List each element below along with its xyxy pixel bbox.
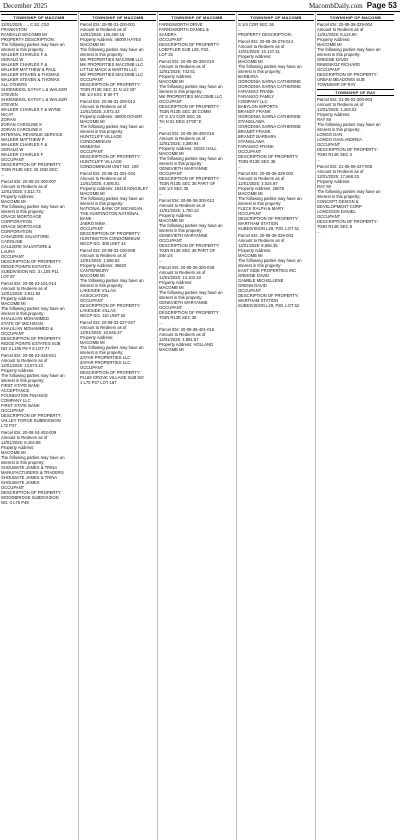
column-2 xyxy=(79,12,158,840)
page-number: Page 53 xyxy=(366,1,397,10)
notice-block: 12/01/2025 ..... C 52: C53 FRANKSTON RANDALD MACOMB MI PROPERTY DESCRIPTION: The following parties may have an interest in this property: WALKER CHARLES F & GERALD W WALKER CHARLES F & WALKER MATTHEW & PAUL WALKER STEVEN & THOMAS WALKER STEVEN & THOMAS ALL OTHERS SHOENEKKL KATHY L & WALKER STEVEN SHOENEKKL KATHY L & WALKER STEVEN WALKER CHARLES F & WYNE NICAT ZORAN ZORAN CAROLINE K ZORAN CAROLINE K INTERNAL REVENUE SERVICE WALKER MATTHEW P WALKER CHARLES F & GERALD W WALKER CHARLES F OCCUPANT DESCRIPTION OF PROPERTY: T03N R13E SEC 25 2ND SEC ... xyxy=(1,22,68,177)
masthead xyxy=(0,0,400,12)
columns xyxy=(0,12,400,840)
notice-block: Parcel IDs: 20-08-31-200-001 Amount to Redeem as of 12/01/2025: 125,490.16 Property Address: 46000 HAYES MACOMB MI The following parties may have an interest in this property: MK PROPERTIES MACOMB LLC MK PROPERTIES MACOMB LLC LITTLE MACK & MARTIN LLC MK PROPERTIES MACOMB LLC OCCUPANT DESCRIPTION OF PROPERTY: T03N R13E SEC 31 N 1/2 OF NE 1/4 EXC E 60 FT xyxy=(80,22,144,97)
notice-block: Parcel IDs: 21-05-02-300-003 Amount to Redeem as of 12/01/2025: 1,403.02 Property Address: RAY MI The following parties may have an interest in this property: LONGO DAN LONGO GIAN ANDREA OCCUPANT DESCRIPTION OF PROPERTY: T04N R14E SEC 2 ... xyxy=(317,97,381,162)
notice-block: Parcel IDs: 20-08-36-300-012 Amount to Redeem as of 12/01/2025: 1,760.10 Property Address: MACOMB MI The following parties may have an interest in this property: GENEVIETH MARYANNE OCCUPANT DESCRIPTION OF PROPERTY: T03N R13E SEC 36 PART OF SW 1/4 ... xyxy=(159,198,223,263)
notice-block: Parcel IDs: 20-08-32-100-008 Amount to Redeem as of 12/01/2025: 1,066.52 Property Address: 46620 CANTERBURY MACOMB MI The following parties may have an interest in this property: LAKESIDE VILLAS ASSOCIATION OCCUPANT DESCRIPTION OF PROPERTY: LAKESIDE VILLAS MCCP NO. 110 UNIT 52 xyxy=(80,248,144,318)
notice-block: Parcel IDs: 20-08-23-426-021 Amount to Redeem as of 12/01/2025: 13,573.23 Property Address: The following parties may have an interest in this property: FIRST STATE BANK ACCEPTANCE FOUNDATION FINANCE COMPANY LLC FIRST STATE BANK OCCUPANT DESCRIPTION OF PROPERTY: VALLEY FORGE SUBDIVISION L72 P27 xyxy=(1,353,65,428)
notice-block: Parcel IDs: 20-08-35-300-010 Amount to Redeem as of 12/01/2025: 742.61 Property Address: MACOMB MI The following parties may have an interest in this property: MK PROPERTIES MACOMB LLC OCCUPANT DESCRIPTION OF PROPERTY: T03N R13E SEC 35 COMM AT S 1/4 COR SEC 35 TH N 01 DEG 47'00" E ... xyxy=(159,59,223,129)
notice-block: Parcel IDs: 20-08-36-328-002 Amount to Redeem as of 12/01/2025: 4,024.97 Property Address: 25078 MACOMB MI The following parties may have an interest in this property: FLECK RALPH & MARY OCCUPANT DESCRIPTION OF PROPERTY: WARTHAM STATION SUBDIVISION L29, P30, LOT 51 xyxy=(238,171,302,231)
notice-block: Parcel IDs: 20-08-36-329-003 Amount to Redeem as of 12/01/2025: 8,556.35 Property Address: MACOMB MI The following parties may have an interest in this property: EAST SIDE PROPERTIES INC GREENE DAVID GAMBLE MICHELLENE GRENN DAVID OCCUPANT DESCRIPTION OF PROPERTY: WARTHAM STATION SUBDIVISION L29, P30, LOT 52 xyxy=(238,233,302,308)
notice-block: Parcel IDs: 20-08-36-300-038 Amount to Redeem as of 12/01/2025: 13,102.33 Property Address: MACOMB MI The following parties may have an interest in this property: GENEVIETH MARYANNE OCCUPANT DESCRIPTION OF PROPERTY: T03N R13E SEC 36 ... xyxy=(159,265,223,325)
masthead-right xyxy=(309,1,397,10)
issue-date: December 2025 xyxy=(3,1,48,10)
column-5 xyxy=(316,12,395,840)
column-header: TOWNSHIP OF MACOMB xyxy=(238,14,314,21)
column-4 xyxy=(237,12,316,840)
notice-block: Parcel IDs: 20-08-32-227-027 Amount to Redeem as of 12/01/2025: 10,645.47 Property Address: MACOMB MI The following parties may have an interest in this property: ZAFAR PROPERTIES LLC ZAFAR PROPERTIES LLC OCCUPANT DESCRIPTION OF PROPERTY: PLUM GROVE VILLAGE SUB NO 1 L70 P37 LOT 167 xyxy=(80,320,144,385)
column-header: TOWNSHIP OF MACOMB xyxy=(1,14,77,21)
notice-block: Parcel IDs: 21-05-06-427-009 Amount to Redeem as of 12/01/2025: 17,668.33 Property Address: RAY MI The following parties may have an interest in this property: CONCEPT DESIGN & DEVELOPMENT CORP LONGOGIN DANIEL OCCUPANT DESCRIPTION OF PROPERTY: T04N R14E SEC 6 ... xyxy=(317,164,381,234)
notice-block: S 1/4 COR SEC 36 ... PROPERTY DESCRIPTION: xyxy=(238,22,292,37)
notice-block: Parcel IDs: 20-08-36-276-014 Amount to Redeem as of 12/01/2025: 10,137.31 Property Address: MACOMB MI The following parties may have an interest in this property: BARBARA OGRODNIA SARNA CATHERINE OGRODNIA SARNA CATHERINE FARANGO FRANK FARANGO FAMILY COMPANY LLC BABYLON IMPORTS BRANDT FRANK OGRODNIA SARNA CATHERINE STANISLAWA OGRODNIA SARNA CATHERINE BRANDT FRANK BRANDT BARBARA STANISLAWA FARANGO FRANK OCCUPANT DESCRIPTION OF PROPERTY: T03N R13E SEC 36 ... xyxy=(238,39,302,169)
notice-block: FARNSWORTH DRIVE FARNSWORTH DANIEL & SANDRA OCCUPANT DESCRIPTION OF PROPERTY: LOEFFLER SUB L28, P32, LOT 25 xyxy=(159,22,220,57)
column-header: TOWNSHIP OF MACOMB xyxy=(80,14,156,21)
section-header: TOWNSHIP OF RAY xyxy=(317,89,394,96)
notice-block: Parcel IDs: 20-08-35-400-016 Amount to Redeem as of 12/01/2025: 3,380.94 Property Address: 22021 HALL MACOMB MI The following parties may have an interest in this property: GENEVIETH MARYANNE OCCUPANT DESCRIPTION OF PROPERTY: T03N R13E SEC 35 PART OF SW 1/4 SEC 35 ... xyxy=(159,131,223,196)
column-header: TOWNSHIP OF MACOMB xyxy=(159,14,235,21)
column-1 xyxy=(0,12,79,840)
site-name[interactable]: MacombDaily.com xyxy=(308,1,363,10)
notice-block: Parcel IDs: 20-08-36-329-004 Amount to Redeem as of 12/01/2025: 8,124.90 Property Address: MACOMB MI The following parties may have an interest in this property: GREENE DAVID RINIENKOZ RICHARD OCCUPANT DESCRIPTION OF PROPERTY: URBAN MEADOWS SUB TOWNSHIP OF RAY xyxy=(317,22,381,87)
notice-block: Parcel IDs: 20-08-31-301-044 Amount to Redeem as of 12/01/2025: 4,506.01 Property Address: 16418 KINGSLEY MACOMB MI The following parties may have an interest in this property: NATIONAL BANK OF MICHIGAN THE HUNTINGTON NATIONAL BANK JABRO MINA OCCUPANT DESCRIPTION OF PROPERTY: HUNTINGTON CONDOMINIUM MCCP NO. 306 UNIT 44 xyxy=(80,171,149,246)
notice-block: Parcel IDs: 20-08-23-101-014 Amount to Redeem as of 12/01/2025: 3,811.92 Property Address: MACOMB MI The following parties may have an interest in this property: KHALILIAN MOHAMMED STATE OF MICHIGAN KHALILIAN MOHAMMED & OCCUPANT DESCRIPTION OF PROPERTY: RIDGE POINTE ESTATES SUB NO 3 L105 P8 # 8 LOT 77 xyxy=(1,281,65,351)
column-3 xyxy=(158,12,237,840)
notice-block: Parcel IDs: 20-08-24-402-009 Amount to Redeem as of 12/01/2025: 8,404.98 Property Address: MACOMB MI The following parties may have an interest in this property: SHOUMATE JAMES & TRINA MANUFACTURERS & TRADERS SHOUMATE JAMES & TRINA SHOUMATE JAMES OCCUPANT DESCRIPTION OF PROPERTY: WOODBRIDGE SUBDIVISION NO. 3 L75 P48 xyxy=(1,430,65,505)
notice-block: Parcel IDs: 20-08-22-400-007 Amount to Redeem as of 12/01/2025: 4,512.73 Property Address: MACOMB MI The following parties may have an interest in this property: GRACE MORTGAGE CORPORATION GRACE MORTGAGE CORPORATION CANAZERE SALVATORE CAROLINE CAULIERE SALVATORE & LAURA OCCUPANT DESCRIPTION OF PROPERTY: RIDGE POINTE ESTATES SUBDIVISION NO. 3 L105 P11 LOT 87 xyxy=(1,179,65,279)
notice-block: Parcel IDs: 20-08-31-200-012 Amount to Redeem as of 12/01/2025: 3,873.42 Property Address: 46000 DOVER MACOMB MI The following parties may have an interest in this property: HUNTCLIFF VILLAGE CONDOMINIUM WISBIANA OCCUPANT DESCRIPTION OF PROPERTY: HUNTCLIFF VILLAGE CONDOMINIUM UNIT NO. 100 xyxy=(80,99,144,169)
column-header: TOWNSHIP OF MACOMB xyxy=(317,14,394,21)
notice-block: Parcel IDs: 20-08-36-401-016 Amount to Redeem as of 12/01/2025: 4,881.57 Property Address: HOLLAND MACOMB MI xyxy=(159,327,215,352)
